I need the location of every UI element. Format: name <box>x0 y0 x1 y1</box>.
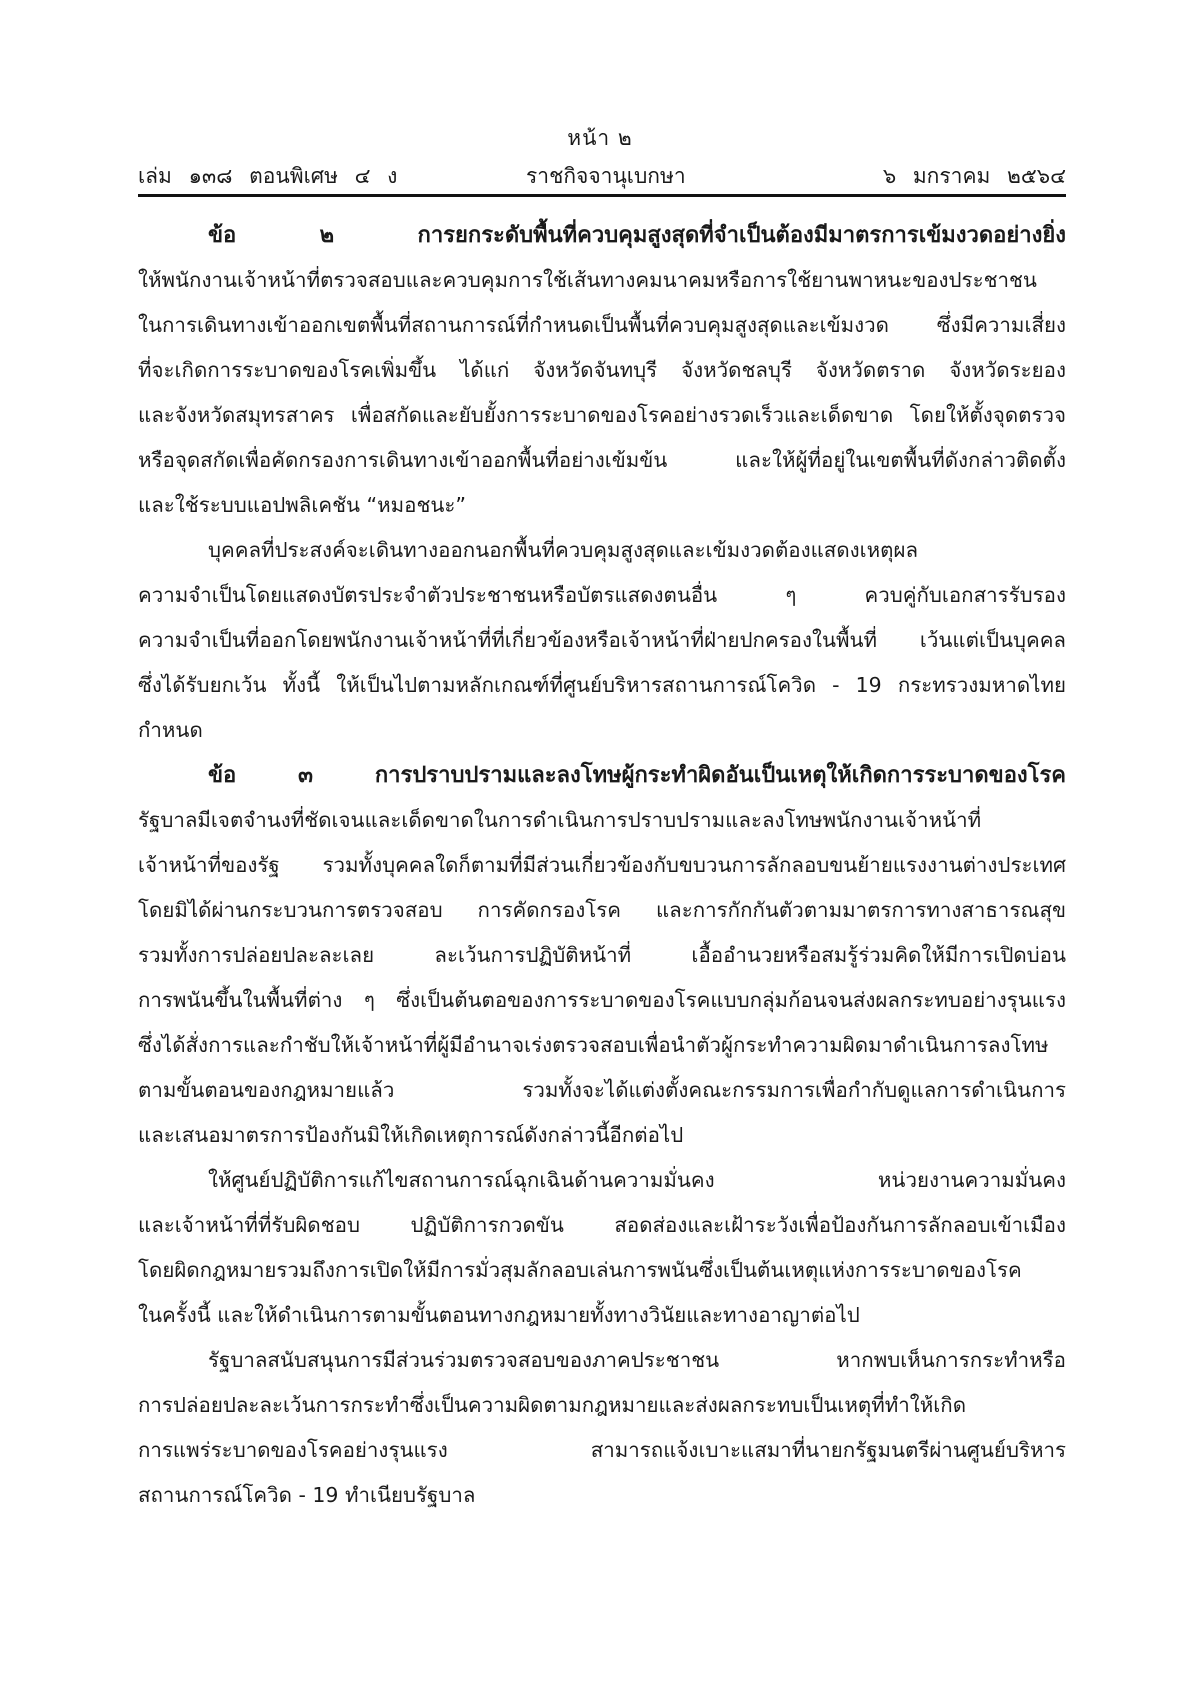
paragraph-line: กำหนด <box>138 718 203 742</box>
paragraph-line: ซึ่งได้รับยกเว้น ทั้งนี้ ให้เป็นไปตามหลักเกณฑ์ที่ศูนย์บริหารสถานการณ์โควิด - 19 กระทรวงมหาดไทย <box>138 673 1066 697</box>
gazette-header <box>138 160 1066 190</box>
paragraph-line: การปล่อยปละละเว้นการกระทำซึ่งเป็นความผิดตามกฎหมายและส่งผลกระทบเป็นเหตุที่ทำให้เกิด <box>138 1393 967 1417</box>
paragraph-line: ให้ศูนย์ปฏิบัติการแก้ไขสถานการณ์ฉุกเฉินด้านความมั่นคง หน่วยงานความมั่นคง <box>208 1168 1066 1192</box>
paragraph-line: การพนันขึ้นในพื้นที่ต่าง ๆ ซึ่งเป็นต้นตอของการระบาดของโรคแบบกลุ่มก้อนจนส่งผลกระทบอย่างรุนแรง <box>138 988 1066 1012</box>
paragraph-line: และเจ้าหน้าที่ที่รับผิดชอบ ปฏิบัติการกวดขัน สอดส่องและเฝ้าระวังเพื่อป้องกันการลักลอบเข้าเมือง <box>138 1213 1066 1237</box>
paragraph-line: โดยมิได้ผ่านกระบวนการตรวจสอบ การคัดกรองโรค และการกักกันตัวตามมาตรการทางสาธารณสุข <box>138 898 1066 922</box>
paragraph-line: รวมทั้งการปล่อยปละละเลย ละเว้นการปฏิบัติหน้าที่ เอื้ออำนวยหรือสมรู้ร่วมคิดให้มีการเปิดบ่อน <box>138 943 1066 967</box>
section-heading-2: ข้อ ๒ การยกระดับพื้นที่ควบคุมสูงสุดที่จำเป็นต้องมีมาตรการเข้มงวดอย่างยิ่ง <box>208 223 1066 248</box>
paragraph-line: ความจำเป็นที่ออกโดยพนักงานเจ้าหน้าที่ที่เกี่ยวข้องหรือเจ้าหน้าที่ฝ่ายปกครองในพื้นที่ เว้นแต่เป็นบุคคล <box>138 628 1066 652</box>
paragraph-line: รัฐบาลมีเจตจำนงที่ชัดเจนและเด็ดขาดในการดำเนินการปราบปรามและลงโทษพนักงานเจ้าหน้าที่ <box>138 808 982 832</box>
paragraph-line: และจังหวัดสมุทรสาคร เพื่อสกัดและยับยั้งการระบาดของโรคอย่างรวดเร็วและเด็ดขาด โดยให้ตั้งจุดตรวจ <box>138 403 1066 427</box>
publication-date: ๖ มกราคม ๒๕๖๔ <box>882 164 1066 188</box>
paragraph-line: ตามขั้นตอนของกฎหมายแล้ว รวมทั้งจะได้แต่งตั้งคณะกรรมการเพื่อกำกับดูแลการดำเนินการ <box>138 1078 1066 1102</box>
paragraph-line: บุคคลที่ประสงค์จะเดินทางออกนอกพื้นที่ควบคุมสูงสุดและเข้มงวดต้องแสดงเหตุผล <box>208 538 919 562</box>
paragraph-line: ในการเดินทางเข้าออกเขตพื้นที่สถานการณ์ที่กำหนดเป็นพื้นที่ควบคุมสูงสุดและเข้มงวด ซึ่งมีความเสี่ยง <box>138 313 1066 337</box>
paragraph-line: การแพร่ระบาดของโรคอย่างรุนแรง สามารถแจ้งเบาะแสมาที่นายกรัฐมนตรีผ่านศูนย์บริหาร <box>138 1438 1066 1462</box>
paragraph-line: ความจำเป็นโดยแสดงบัตรประจำตัวประชาชนหรือบัตรแสดงตนอื่น ๆ ควบคู่กับเอกสารรับรอง <box>138 583 1066 607</box>
paragraph-line: ที่จะเกิดการระบาดของโรคเพิ่มขึ้น ได้แก่ จังหวัดจันทบุรี จังหวัดชลบุรี จังหวัดตราด จังหวัดระยอง <box>138 358 1066 382</box>
paragraph-line: รัฐบาลสนับสนุนการมีส่วนร่วมตรวจสอบของภาคประชาชน หากพบเห็นการกระทำหรือ <box>208 1348 1066 1372</box>
paragraph-line: ให้พนักงานเจ้าหน้าที่ตรวจสอบและควบคุมการใช้เส้นทางคมนาคมหรือการใช้ยานพาหนะของประชาชน <box>138 268 1037 292</box>
paragraph-line: สถานการณ์โควิด - 19 ทำเนียบรัฐบาล <box>138 1483 476 1507</box>
paragraph-line: และใช้ระบบแอปพลิเคชัน “หมอชนะ” <box>138 493 467 517</box>
header-divider <box>138 194 1066 197</box>
paragraph-line: และเสนอมาตรการป้องกันมิให้เกิดเหตุการณ์ดังกล่าวนี้อีกต่อไป <box>138 1123 684 1147</box>
paragraph-line: ในครั้งนี้ และให้ดำเนินการตามขั้นตอนทางกฎหมายทั้งทางวินัยและทางอาญาต่อไป <box>138 1303 860 1327</box>
paragraph-line: โดยผิดกฎหมายรวมถึงการเปิดให้มีการมั่วสุมลักลอบเล่นการพนันซึ่งเป็นต้นเหตุแห่งการระบาดของโรค <box>138 1258 1022 1282</box>
document-body <box>138 213 1066 1518</box>
paragraph-line: ซึ่งได้สั่งการและกำชับให้เจ้าหน้าที่ผู้มีอำนาจเร่งตรวจสอบเพื่อนำตัวผู้กระทำความผิดมาดำเนินการลงโทษ <box>138 1033 1049 1057</box>
page-number: หน้า ๒ <box>567 126 633 150</box>
paragraph-line: เจ้าหน้าที่ของรัฐ รวมทั้งบุคคลใดก็ตามที่มีส่วนเกี่ยวข้องกับขบวนการลักลอบขนย้ายแรงงานต่างประเทศ <box>138 853 1066 877</box>
section-heading-3: ข้อ ๓ การปราบปรามและลงโทษผู้กระทำผิดอันเป็นเหตุให้เกิดการระบาดของโรค <box>208 763 1066 788</box>
volume-issue: เล่ม ๑๓๘ ตอนพิเศษ ๔ ง <box>138 164 398 188</box>
publication-name: ราชกิจจานุเบกษา <box>526 164 686 188</box>
paragraph-line: หรือจุดสกัดเพื่อคัดกรองการเดินทางเข้าออกพื้นที่อย่างเข้มข้น และให้ผู้ที่อยู่ในเขตพื้นที่ดังกล่าวติดตั้ง <box>138 448 1066 472</box>
